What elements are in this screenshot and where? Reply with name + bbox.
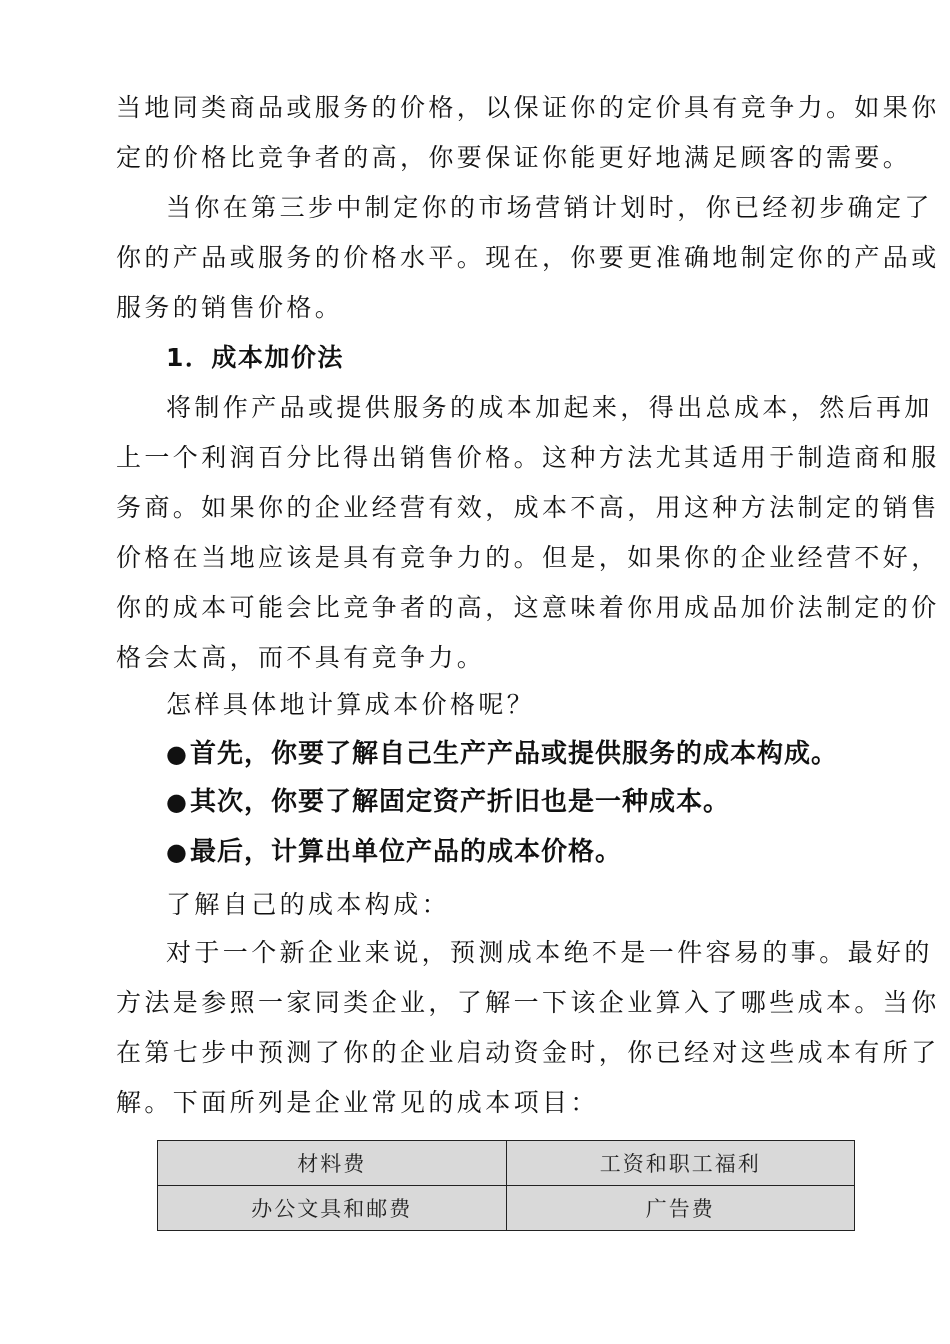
paragraph-line: 了解自己的成本构成： bbox=[166, 890, 451, 919]
bullet-item bbox=[166, 729, 838, 779]
paragraph-line: 格会太高，而不具有竞争力。 bbox=[116, 643, 486, 672]
cost-items-table bbox=[157, 1140, 855, 1231]
paragraph-line: 务商。如果你的企业经营有效，成本不高，用这种方法制定的销售 bbox=[116, 493, 940, 522]
bullet-dot-icon: ● bbox=[166, 838, 188, 866]
table-cell: 广告费 bbox=[506, 1186, 855, 1231]
table-cell: 材料费 bbox=[158, 1141, 507, 1186]
bullet-text: 其次，你要了解固定资产折旧也是一种成本。 bbox=[189, 787, 730, 817]
paragraph-line: 你的产品或服务的价格水平。现在，你要更准确地制定你的产品或 bbox=[116, 243, 940, 272]
bullet-dot-icon: ● bbox=[166, 740, 188, 768]
table-cell: 工资和职工福利 bbox=[506, 1141, 855, 1186]
question-line: 怎样具体地计算成本价格呢？ bbox=[166, 690, 536, 719]
paragraph-line: 将制作产品或提供服务的成本加起来，得出总成本，然后再加 bbox=[166, 393, 933, 422]
paragraph-line: 对于一个新企业来说，预测成本绝不是一件容易的事。最好的 bbox=[166, 938, 933, 967]
table-row bbox=[158, 1186, 855, 1231]
paragraph-line: 解。下面所列是企业常见的成本项目： bbox=[116, 1088, 599, 1117]
bullet-item bbox=[166, 827, 622, 877]
paragraph-line: 方法是参照一家同类企业，了解一下该企业算入了哪些成本。当你 bbox=[116, 988, 940, 1017]
paragraph-line: 当地同类商品或服务的价格，以保证你的定价具有竞争力。如果你 bbox=[116, 93, 940, 122]
bullet-text: 最后，计算出单位产品的成本价格。 bbox=[189, 837, 622, 867]
table-cell: 办公文具和邮费 bbox=[158, 1186, 507, 1231]
paragraph-line: 当你在第三步中制定你的市场营销计划时，你已经初步确定了 bbox=[166, 193, 933, 222]
paragraph-line: 上一个利润百分比得出销售价格。这种方法尤其适用于制造商和服 bbox=[116, 443, 940, 472]
paragraph-line: 在第七步中预测了你的企业启动资金时，你已经对这些成本有所了 bbox=[116, 1038, 940, 1067]
paragraph-line: 服务的销售价格。 bbox=[116, 293, 344, 322]
paragraph-line: 你的成本可能会比竞争者的高，这意味着你用成品加价法制定的价 bbox=[116, 593, 940, 622]
paragraph-line: 定的价格比竞争者的高，你要保证你能更好地满足顾客的需要。 bbox=[116, 143, 912, 172]
bullet-dot-icon: ● bbox=[166, 788, 188, 816]
bullet-item bbox=[166, 777, 730, 827]
bullet-text: 首先，你要了解自己生产产品或提供服务的成本构成。 bbox=[189, 739, 838, 769]
section-heading: 1．成本加价法 bbox=[166, 343, 344, 372]
paragraph-line: 价格在当地应该是具有竞争力的。但是，如果你的企业经营不好， bbox=[116, 543, 940, 572]
table-row bbox=[158, 1141, 855, 1186]
